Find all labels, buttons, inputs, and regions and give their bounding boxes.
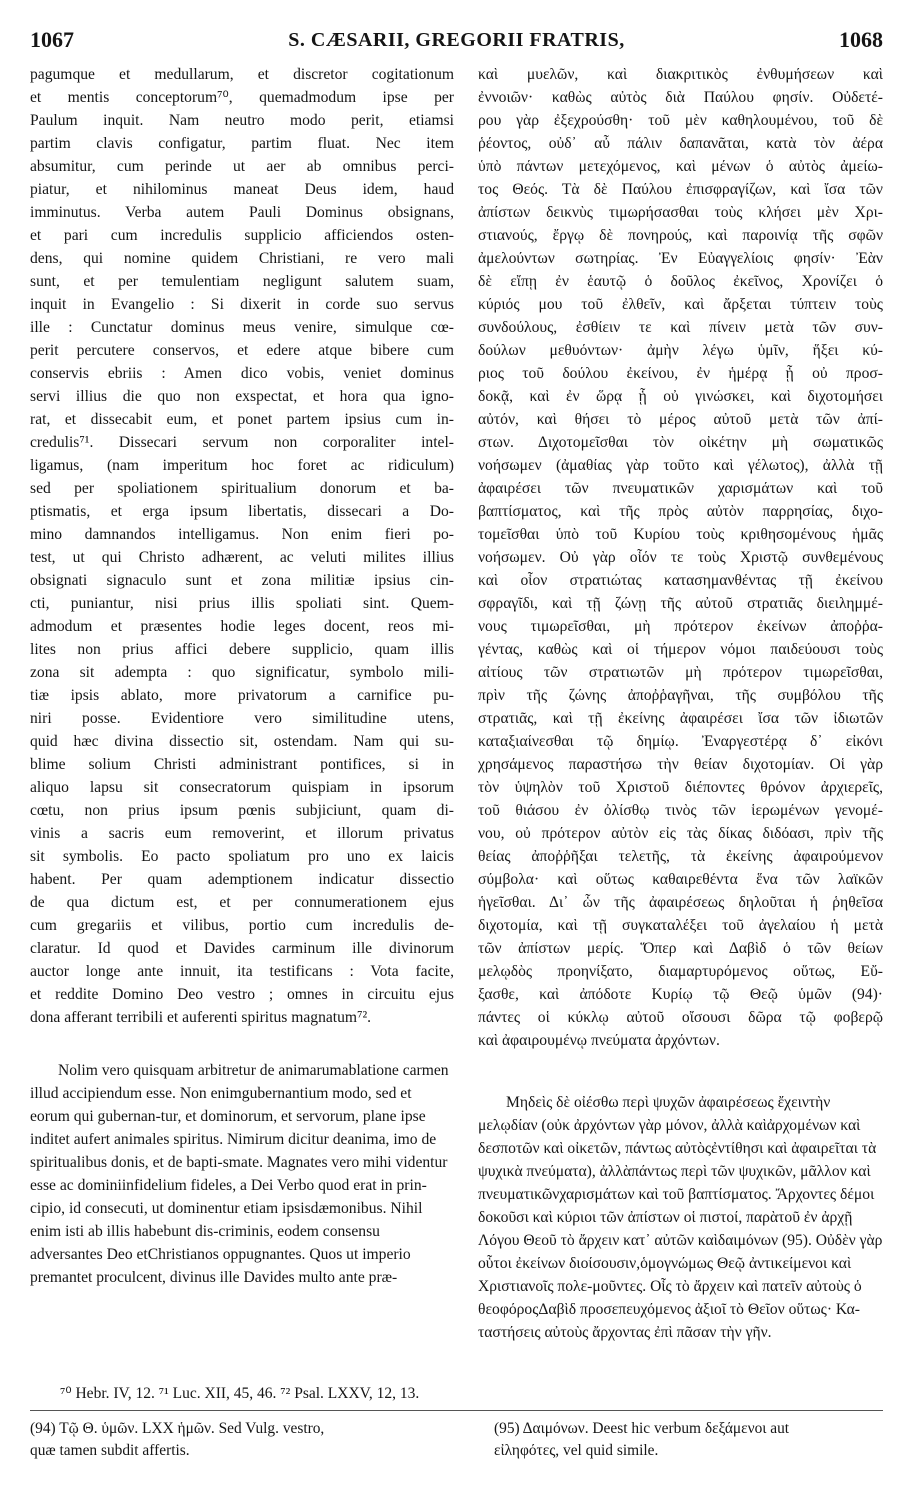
text-line: καταξιαίνεσθαι τῷ δημίῳ. Ἐναργεστέρᾳ δ᾽ εἰκόνι xyxy=(478,733,883,750)
text-line: νοήσωμεν (ἀμαθίας γὰρ τοῦτο καὶ γέλωτος), ἀλλὰ τῇ xyxy=(478,457,883,474)
text-line: Christianos oppugnantes. Quos ut imperio premant xyxy=(30,1245,411,1286)
text-line: Nolim vero quisquam arbitretur de animarum xyxy=(58,1061,342,1079)
latin-column xyxy=(30,63,454,1029)
text-line: vinis a sacris eum removerint, et illorum privatus xyxy=(30,825,454,842)
text-line: piatur, et nihilominus maneat Deus idem, haud xyxy=(30,181,454,198)
text-line: de qua dictum est, et per connumerationem ejus xyxy=(30,894,454,911)
footnote-95-line-1: (95) Δαιμόνων. Deest hic verbum δεξάμενοι aut xyxy=(494,1420,790,1437)
text-line: καὶ οἷον στρατιώτας κατασημανθέντας τῇ ἐκείνου xyxy=(478,572,883,589)
text-line: στρατιᾶς, καὶ τῇ ἐκείνης ἀφαιρέσει ἴσα τῶν ἰδιωτῶν xyxy=(478,710,883,727)
text-line: aliquo lapsu sit consecratorum quispiam in ipsorum xyxy=(30,779,454,796)
text-line: absumitur, cum perinde ut aer ab omnibus perci- xyxy=(30,158,454,175)
text-line: τοῦ θιάσου ἐν ὀλίσθῳ τινὸς τῶν ἱερωμένων γενομέ- xyxy=(478,802,883,819)
text-line: cti, puniantur, nisi prius illis spoliati sint. Quem- xyxy=(30,595,454,612)
text-line: rat, et dissecabit eum, et ponet partem ipsius cum in- xyxy=(30,411,454,428)
text-line: νοήσωμεν. Οὐ γὰρ οἷόν τε τοὺς Χριστῷ συνθεμένους xyxy=(478,549,883,566)
text-line: ρου γὰρ ἐξεχρούσθη· τοῦ μὲν καθηλουμένου, τοῦ δὲ xyxy=(478,112,883,129)
page-number-right: 1068 xyxy=(839,27,883,52)
text-line: quid hæc divina dissectio sit, ostendam. Nam qui su- xyxy=(30,733,454,750)
text-line: dona afferant terribili et auferenti spiritus magnatum⁷². xyxy=(30,1009,372,1026)
text-line: μοῦντες. Οἷς τὸ ἄρχειν καὶ πατεῖν αὐτοὺς ὁ θεοφόρος xyxy=(478,1277,862,1318)
page-number-left: 1067 xyxy=(30,27,74,52)
text-line: κύριός μου τοῦ ἐλθεῖν, καὶ ἄρξεται τύπτειν τοὺς xyxy=(478,296,883,313)
text-line: sit symbolis. Eo pacto spoliatum pro uno ex laicis xyxy=(30,848,454,865)
text-line: ἡγεῖσθαι. Δι᾽ ὧν τῆς ἀφαιρέσεως δηλοῦται ἡ ῥηθεῖσα xyxy=(478,894,883,911)
text-line: servi illius die quo non exspectat, et hora qua igno- xyxy=(30,388,454,405)
text-line: blime solium Christi administrant pontifices, si in xyxy=(30,756,454,773)
text-line: ὑπὸ πάντων μετεχόμενος, καὶ μένων ὁ αὐτὸς ἀμείω- xyxy=(478,158,883,175)
text-line: et reddite Domino Deo vestro ; omnes in circuitu ejus xyxy=(30,986,454,1003)
text-line: pagumque et medullarum, et discretor cogitationum xyxy=(30,66,454,83)
text-line: gubernantium modo, sed et eorum qui gubernan- xyxy=(30,1084,412,1125)
text-line: ταστήσεις αὐτοὺς ἄρχοντας ἐπὶ πᾶσαν τὴν γῆν. xyxy=(478,1323,772,1341)
text-line: ῥέοντος, οὐδ᾽ αὖ πάλιν δαπανᾶται, κατὰ τὸν ἀέρα xyxy=(478,135,883,152)
text-line: zona sit adempta : quo significatur, symbolo mili- xyxy=(30,664,454,681)
text-line: partim clavis configatur, partim fluat. Nec item xyxy=(30,135,454,152)
text-line: ἐντίθησι καὶ ἀφαιρεῖται τὰ ψυχικὰ πνεύματα), ἀλλὰ xyxy=(478,1139,877,1180)
text-line: tur, et dominorum, et servorum, plane ipse indit xyxy=(30,1107,426,1148)
text-line: καὶ μυελῶν, καὶ διακριτικὸς ἐνθυμήσεων καὶ xyxy=(478,66,883,83)
text-line: dæmonibus. Nihil enim isti ab illis habebunt dis- xyxy=(30,1199,423,1240)
text-line: admodum et præsentes hodie leges docent, reos mi- xyxy=(30,618,454,635)
text-line: Μηδεὶς δὲ οἰέσθω περὶ ψυχῶν ἀφαιρέσεως ἔχειν xyxy=(506,1093,809,1111)
text-line: dens, qui nomine quidem Christiani, re vero mali xyxy=(30,250,454,267)
text-line: sunt, et per temulentiam negligunt salutem suam, xyxy=(30,273,454,290)
text-line: perit percutere conservos, et edere atque bibere cum xyxy=(30,342,454,359)
footnote-94 xyxy=(30,1418,454,1462)
text-line: στιανούς, ἔργῳ δὲ πονηρούς, καὶ παροινίᾳ τῆς σφῶν xyxy=(478,227,883,244)
text-line: στων. Διχοτομεῖσθαι τὸν οἰκέτην μὴ σωματικῶς xyxy=(478,434,883,451)
text-line: niri posse. Evidentiore vero similitudine utens, xyxy=(30,710,454,727)
text-line: ptismatis, et erga ipsum libertatis, dissecari a Do- xyxy=(30,503,454,520)
text-line: μοι δοκοῦσι καὶ κύριοι τῶν ἀπίστων οἱ πιστοί, παρὰ xyxy=(478,1185,875,1226)
text-line: ὁμογνώμως Θεῷ ἀντικείμενοι καὶ Χριστιανοῖς πολε- xyxy=(478,1254,852,1295)
text-line: διχοτομία, καὶ τῇ συγκαταλέξει τοῦ ἀγελαίου ἡ μετὰ xyxy=(478,917,883,934)
text-line: δὲ εἴπῃ ἐν ἑαυτῷ ὁ δοῦλος ἐκεῖνος, Χρονίζει ὁ xyxy=(478,273,883,290)
text-line: conservis ebriis : Amen dico vobis, veniet dominus xyxy=(30,365,454,382)
text-line: ligamus, (nam imperitum hoc foret ac ridiculum) xyxy=(30,457,454,474)
text-line: τὴν μελῳδίαν (οὐκ ἀρχόντων γὰρ μόνον, ἀλλὰ καὶ xyxy=(478,1093,831,1134)
text-line: δοκᾷ, καὶ ἐν ὥρᾳ ᾗ οὐ γινώσκει, καὶ διχοτομήσει xyxy=(478,388,883,405)
text-line: δαιμόνων (95). Οὐδὲν γὰρ οὗτοι ἐκείνων διοίσουσιν, xyxy=(478,1231,883,1272)
text-line: τομεῖσθαι ὑπὸ τοῦ Κυρίου τοὺς κριθησομένους ἡμᾶς xyxy=(478,526,883,543)
text-line: χαρισμάτων καὶ τοῦ βαπτίσματος. Ἄρχοντες δέ xyxy=(559,1185,854,1203)
page-header xyxy=(30,27,883,57)
text-line: criminis, eodem consensu adversantes Deo et xyxy=(30,1222,380,1263)
text-line: claratur. Id quod et Davides carminum ille divinorum xyxy=(30,940,454,957)
text-line: ξασθε, καὶ ἀπόδοτε Κυρίῳ τῷ Θεῷ ὑμῶν (94)· xyxy=(478,986,883,1003)
greek-paragraph-2 xyxy=(478,1091,883,1344)
text-line: ἀρχομένων καὶ δεσποτῶν καὶ οἰκετῶν, πάντως αὐτὸς xyxy=(478,1116,861,1157)
text-line: imminutus. Verba autem Pauli Dominus obsignans, xyxy=(30,204,454,221)
text-line: inquit in Evangelio : Si dixerit in corde suo servus xyxy=(30,296,454,313)
text-line: et proculcent, divinus ille Davides multo ante præ- xyxy=(81,1268,398,1286)
text-line: σφραγῖδι, καὶ τῇ ζώνῃ τῆς αὐτοῦ στρατιᾶς διειλημμέ- xyxy=(478,595,883,612)
footnote-95 xyxy=(494,1418,884,1462)
text-line: μελῳδὸς προηνίξατο, διαμαρτυρόμενος οὕτως, Εὔ- xyxy=(478,963,883,980)
greek-paragraph-2-block xyxy=(478,1075,883,1359)
text-line: et mentis conceptorum⁷⁰, quemadmodum ipse per xyxy=(30,89,454,106)
text-line: sed per spoliationem spiritualium donorum et ba- xyxy=(30,480,454,497)
text-line: cœtu, non prius ipsum pœnis subjiciunt, quam di- xyxy=(30,802,454,819)
text-line: habent. Per quam ademptionem indicatur dissectio xyxy=(30,871,454,888)
greek-column xyxy=(478,63,883,1052)
scripture-references: ⁷⁰ Hebr. IV, 12. ⁷¹ Luc. XII, 45, 46. ⁷² Psal. LXXV, 12, 13. xyxy=(60,1385,420,1402)
text-line: test, ut qui Christo adhærent, ac veluti milites illius xyxy=(30,549,454,566)
text-line: ἀφαιρέσει τῶν πνευματικῶν χαρισμάτων καὶ τοῦ xyxy=(478,480,883,497)
text-line: πάντες οἱ κύκλῳ αὐτοῦ οἴσουσι δῶρα τῷ φοβερῷ xyxy=(478,1009,883,1026)
text-line: smate. Magnates vero mihi videntur esse ac domini xyxy=(30,1153,448,1194)
running-title: S. CÆSARII, GREGORII FRATRIS, xyxy=(288,29,625,51)
text-line: γέντας, καθὼς καὶ οἱ τήμερον νόμοι παιδεύουσι τοὺς xyxy=(478,641,883,658)
text-line: τος Θεός. Τὰ δὲ Παύλου ἐπισφραγίζων, καὶ ἴσα τῶν xyxy=(478,181,883,198)
text-line: ἀπίστων δεικνὺς τιμωρήσασθαι τοὺς κλήσει μὲν Χρι- xyxy=(478,204,883,221)
text-line: Paulum inquit. Nam neutro modo perit, etiamsi xyxy=(30,112,454,129)
text-line: ριος τοῦ δούλου ἐκείνου, ἐν ἡμέρᾳ ᾗ οὐ προσ- xyxy=(478,365,883,382)
latin-paragraph-1 xyxy=(30,63,454,1029)
text-line: et pari cum incredulis supplicio afficiendos osten- xyxy=(30,227,454,244)
latin-paragraph-2 xyxy=(30,1059,454,1289)
footnote-94-line-1: (94) Τῷ Θ. ὑμῶν. LXX ἡμῶν. Sed Vulg. vestro, xyxy=(30,1420,325,1437)
text-line: Δαβὶδ προσεπευχόμενος ἀξιοῖ τὸ Θεῖον οὕτως· Κα- xyxy=(538,1300,860,1318)
text-line: πρὶν τῆς ζώνης ἀποῤῥαγῆναι, τῆς συμβόλου τῆς xyxy=(478,687,883,704)
text-line: ἐννοιῶν· καθὼς αὐτὸς διὰ Παύλου φησίν. Οὐδετέ- xyxy=(478,89,883,106)
text-line: mino damnandos intelligamus. Non enim fieri po- xyxy=(30,526,454,543)
text-line: infidelium fideles, a Dei Verbo quod erat in prin- xyxy=(121,1176,427,1194)
text-line: obsignati signaculo sunt et zona militiæ ipsius cin- xyxy=(30,572,454,589)
text-line: βαπτίσματος, καὶ τῆς πρὸς αὐτὸν παρρησίας, διχο- xyxy=(478,503,883,520)
text-line: τοῦ ἐν ἀρχῇ Λόγου Θεοῦ τὸ ἄρχειν κατ᾽ αὐτῶν καὶ xyxy=(478,1208,853,1249)
text-line: πάντως περὶ τῶν ψυχικῶν, μᾶλλον καὶ πνευματικῶν xyxy=(478,1162,871,1203)
text-line: τὸν ὑψηλὸν τοῦ Χριστοῦ διέποντες θρόνον ἀρχιερεῖς, xyxy=(478,779,883,796)
text-line: θείας ἀποῤῥῆξαι τελετῆς, τὰ ἐκείνης ἀφαιρούμενον xyxy=(478,848,883,865)
text-line: χρησάμενος παραστήσω τὴν θείαν διχοτομίαν. Οἱ γὰρ xyxy=(478,756,883,773)
text-line: αὐτόν, καὶ θήσει τὸ μέρος αὐτοῦ μετὰ τῶν ἀπί- xyxy=(478,411,883,428)
footnote-95-line-2: εἰληφότες, vel quid simile. xyxy=(494,1442,659,1459)
text-line: νου, οὐ πρότερον αὐτὸν εἰς τὰς δίκας διδόασι, πρὶν τῆς xyxy=(478,825,883,842)
latin-paragraph-2-block xyxy=(30,1043,454,1304)
text-line: cum gregariis et vilibus, portio cum incredulis de- xyxy=(30,917,454,934)
text-line: τῶν ἀπίστων μερίς. Ὅπερ καὶ Δαβὶδ ὁ τῶν θείων xyxy=(478,940,883,957)
text-line: et aufert animales spiritus. Nimirum dicitur de xyxy=(58,1130,348,1148)
text-line: συνδούλους, ἐσθίειν τε καὶ πίνειν μετὰ τῶν συν- xyxy=(478,319,883,336)
greek-paragraph-1 xyxy=(478,63,883,1052)
text-line: ille : Cunctatur dominus meus venire, simulque cœ- xyxy=(30,319,454,336)
text-line: σύμβολα· καὶ οὕτως καθαιρεθέντα ἕνα τῶν λαϊκῶν xyxy=(478,871,883,888)
text-line: ἀμελούντων σωτηρίας. Ἐν Εὐαγγελίοις φησίν· Ἐὰν xyxy=(478,250,883,267)
text-line: ablatione carmen illud accipiendum esse. Non enim xyxy=(30,1061,449,1102)
text-line: lites non prius affici debere supplicio, quam illis xyxy=(30,641,454,658)
text-line: δούλων μεθυόντων· ἀμὴν λέγω ὑμῖν, ἥξει κύ- xyxy=(478,342,883,359)
footnote-94-line-2: quæ tamen subdit affertis. xyxy=(30,1442,190,1459)
text-line: tiæ ipsis ablato, more privatorum a carnifice pu- xyxy=(30,687,454,704)
text-line: cipio, id consecuti, ut dominentur etiam ipsis xyxy=(30,1199,311,1217)
text-line: credulis⁷¹. Dissecari servum non corporaliter intel- xyxy=(30,434,454,451)
text-line: νους τιμωρεῖσθαι, μὴ πρότερον ἐκείνων ἀποῤῥα- xyxy=(478,618,883,635)
text-line: auctor longe ante innuit, ita testificans : Vota facite, xyxy=(30,963,454,980)
text-line: καὶ ἀφαιρουμένῳ πνεύματα ἀρχόντων. xyxy=(478,1032,720,1049)
text-line: αἰτίους τῶν στρατιωτῶν μὴ πρότερον τιμωρεῖσθαι, xyxy=(478,664,883,681)
footnote-rule xyxy=(30,1410,883,1411)
text-line: anima, imo de spiritualibus donis, et de bapti- xyxy=(30,1130,437,1171)
